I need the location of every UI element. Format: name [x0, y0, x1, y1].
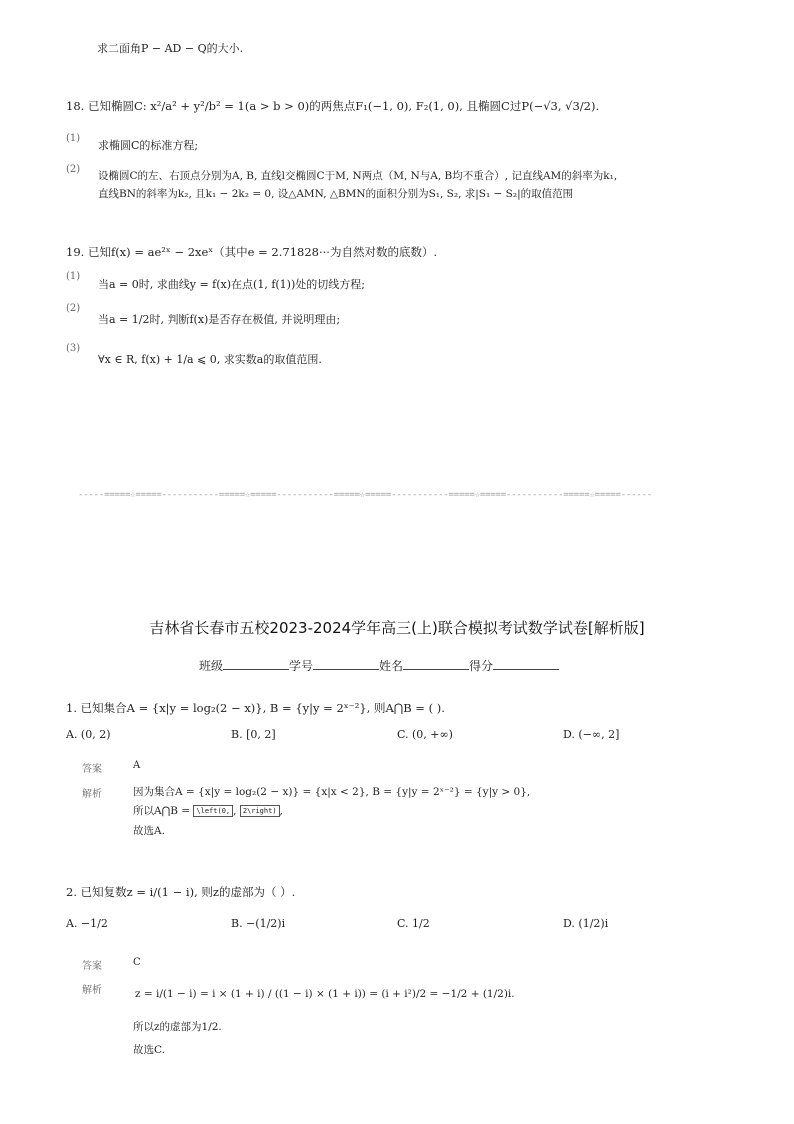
q19-part1-number: (1): [66, 271, 81, 282]
student-id-label: 学号: [289, 659, 314, 673]
q18-part2-line1: 设椭圆C的左、右顶点分别为A, B, 直线l交椭圆C于M, N两点（M, N与A, B均不重合）, 记直线AM的斜率为k₁,: [98, 170, 618, 182]
q1-analysis-line2: 所以A⋂B = \left(0, , 2\right) ,: [133, 805, 283, 817]
q19-part3-number: (3): [66, 343, 81, 354]
q2-answer-label: 答案: [82, 961, 102, 972]
q1-answer-label: 答案: [82, 764, 102, 775]
q2-analysis-line2: 所以z的虚部为1/2.: [133, 1021, 222, 1033]
score-label: 得分: [469, 659, 494, 673]
latex-fragment-box: 2\right): [240, 805, 280, 817]
q18-part2-line2: 直线BN的斜率为k₂, 且k₁ − 2k₂ = 0, 设△AMN, △BMN的面积分别为S₁, S₂, 求|S₁ − S₂|的取值范围: [98, 188, 574, 200]
q1-option-a: A. (0, 2): [66, 728, 111, 741]
previous-question-tail: 求二面角P − AD − Q的大小.: [97, 42, 244, 55]
q18-part1-text: 求椭圆C的标准方程;: [98, 139, 199, 152]
q1-option-b: B. [0, 2]: [231, 728, 276, 741]
score-field: [493, 658, 559, 670]
q2-option-d: D. (1/2)i: [563, 917, 609, 930]
student-id-field: [313, 658, 379, 670]
q1-analysis-line3: 故选A.: [133, 825, 165, 837]
q2-stem: 2. 已知复数z = i/(1 − i), 则z的虚部为（ ）.: [66, 885, 296, 899]
q2-analysis-line1: z = i/(1 − i) = i × (1 + i) / ((1 − i) × (1 + i)) = (i + i²)/2 = −1/2 + (1/2)i.: [135, 988, 515, 1000]
q2-option-c: C. 1/2: [397, 917, 430, 930]
q1-analysis-line2-prefix: 所以A⋂B =: [133, 805, 191, 817]
q2-analysis-label: 解析: [82, 985, 102, 996]
latex-fragment-box: \left(0,: [193, 805, 233, 817]
q19-part3-text: ∀x ∈ R, f(x) + 1/a ⩽ 0, 求实数a的取值范围.: [98, 353, 322, 366]
name-field: [403, 658, 469, 670]
q1-option-d: D. (−∞, 2]: [563, 728, 620, 741]
q19-part2-number: (2): [66, 303, 81, 314]
section-divider: -----=====☆=====-----------=====☆=====-----------=====☆=====-----------=====☆=====-----------=====☆=====------: [78, 490, 653, 500]
exam-title: 吉林省长春市五校2023-2024学年高三(上)联合模拟考试数学试卷[解析版]: [149, 619, 645, 637]
q19-part2-text: 当a = 1/2时, 判断f(x)是否存在极值, 并说明理由;: [98, 313, 341, 326]
q19-part1-text: 当a = 0时, 求曲线y = f(x)在点(1, f(1))处的切线方程;: [98, 278, 365, 291]
q2-answer: C: [133, 957, 141, 968]
q2-analysis-line3: 故选C.: [133, 1044, 165, 1056]
q1-analysis-line1: 因为集合A = {x|y = log₂(2 − x)} = {x|x < 2}, B = {y|y = 2ˣ⁻²} = {y|y > 0},: [133, 786, 531, 798]
q18-part1-number: (1): [66, 133, 81, 144]
name-label: 姓名: [379, 659, 404, 673]
class-label: 班级: [199, 659, 224, 673]
q1-option-c: C. (0, +∞): [397, 728, 453, 741]
class-field: [223, 658, 289, 670]
q18-stem: 18. 已知椭圆C: x²/a² + y²/b² = 1(a > b > 0)的两焦点F₁(−1, 0), F₂(1, 0), 且椭圆C过P(−√3, √3/2).: [66, 99, 600, 113]
q1-analysis-label: 解析: [82, 789, 102, 800]
q2-option-a: A. −1/2: [66, 917, 108, 930]
q19-stem: 19. 已知f(x) = ae²ˣ − 2xeˣ（其中e = 2.71828···为自然对数的底数）.: [66, 245, 438, 259]
q1-answer: A: [133, 760, 141, 771]
q1-stem: 1. 已知集合A = {x|y = log₂(2 − x)}, B = {y|y = 2ˣ⁻²}, 则A⋂B = ( ).: [66, 701, 445, 715]
student-info-line: [199, 657, 559, 674]
q2-option-b: B. −(1/2)i: [231, 917, 286, 930]
q18-part2-number: (2): [66, 164, 81, 175]
